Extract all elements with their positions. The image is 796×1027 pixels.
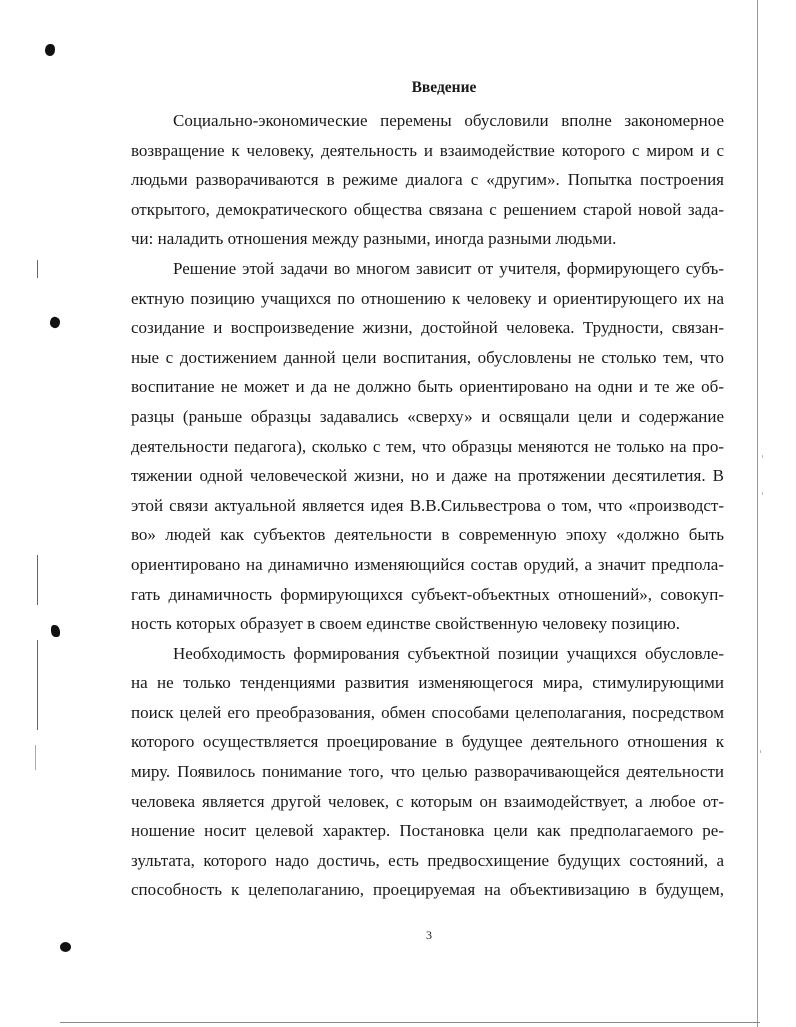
scan-speck [760, 750, 761, 753]
text-line: Социально-экономические перемены обусловили вполне закономерное [173, 111, 724, 130]
punch-hole-mark [60, 942, 71, 952]
page-edge-line [757, 0, 758, 1027]
text-line: на не только тенденциями развития изменяющегося мира, стимулирующими [131, 673, 724, 693]
scan-artifact-line [37, 555, 38, 605]
text-line: возвращение к человеку, деятельность и взаимодействие которого с миром и с [131, 140, 724, 160]
text-line: разцы (раньше образцы задавались «сверху» и освящали цели и содержание [131, 406, 724, 426]
text-line: деятельности педагога), сколько с тем, что образцы меняются не только на про- [131, 436, 724, 456]
text-line: тяжении одной человеческой жизни, но и даже на протяжении десятилетия. В [131, 466, 724, 486]
text-line: ориентировано на динамично изменяющийся состав орудий, а значит предпола- [131, 554, 724, 574]
text-line: Необходимость формирования субъектной позиции учащихся обусловле- [173, 643, 724, 663]
page-number: 3 [426, 928, 432, 942]
scan-speck [762, 492, 763, 495]
section-title: Введение [411, 79, 477, 96]
text-line: ношение носит целевой характер. Постановка цели как предполагаемого ре- [131, 821, 724, 841]
text-line: которого осуществляется проецирование в будущее деятельного отношения к [131, 732, 724, 752]
text-line: поиск целей его преобразования, обмен способами целеполагания, посредством [131, 702, 724, 722]
text-line: открытого, демократического общества связана с решением старой новой зада- [131, 199, 724, 219]
text-line: этой связи актуальной является идея В.В.Сильвестрова о том, что «производст- [131, 495, 724, 515]
text-line: ные с достижением данной цели воспитания, обусловлены не столько тем, что [131, 347, 724, 367]
text-line: человека является другой человек, с которым он взаимодействует, а любое от- [131, 791, 724, 811]
scan-artifact-line [37, 640, 38, 730]
punch-hole-mark [48, 316, 61, 330]
body-text [131, 106, 724, 905]
scan-speck [762, 455, 763, 458]
punch-hole-mark [45, 44, 55, 56]
text-line: во» людей как субъектов деятельности в современную эпоху «должно быть [131, 525, 724, 545]
scan-artifact-line [37, 260, 38, 278]
text-line: воспитание не может и да не должно быть ориентировано на одни и те же об- [131, 377, 724, 397]
text-line: людьми разворачиваются в режиме диалога с «другим». Попытка построения [131, 170, 724, 190]
punch-hole-mark [51, 625, 60, 637]
text-line: зультата, которого надо достичь, есть предвосхищение будущих состояний, а [131, 850, 724, 870]
page-bottom-edge [60, 1022, 760, 1023]
text-line: Решение этой задачи во многом зависит от учителя, формирующего субъ- [173, 258, 724, 278]
text-line: ность которых образует в своем единстве свойственную человеку позицию. [131, 614, 680, 634]
text-line: чи: наладить отношения между разными, иногда разными людьми. [131, 229, 617, 249]
text-line: ектную позицию учащихся по отношению к человеку и ориентирующего их на [131, 288, 724, 308]
text-line: созидание и воспроизведение жизни, достойной человека. Трудности, связан- [131, 318, 724, 338]
text-line: способность к целеполаганию, проецируемая на объективизацию в будущем, [131, 880, 724, 900]
scan-artifact-line [35, 745, 36, 770]
text-line: гать динамичность формирующихся субъект-объектных отношений», совокуп- [131, 584, 724, 604]
text-line: миру. Появилось понимание того, что целью разворачивающейся деятельности [131, 762, 724, 782]
